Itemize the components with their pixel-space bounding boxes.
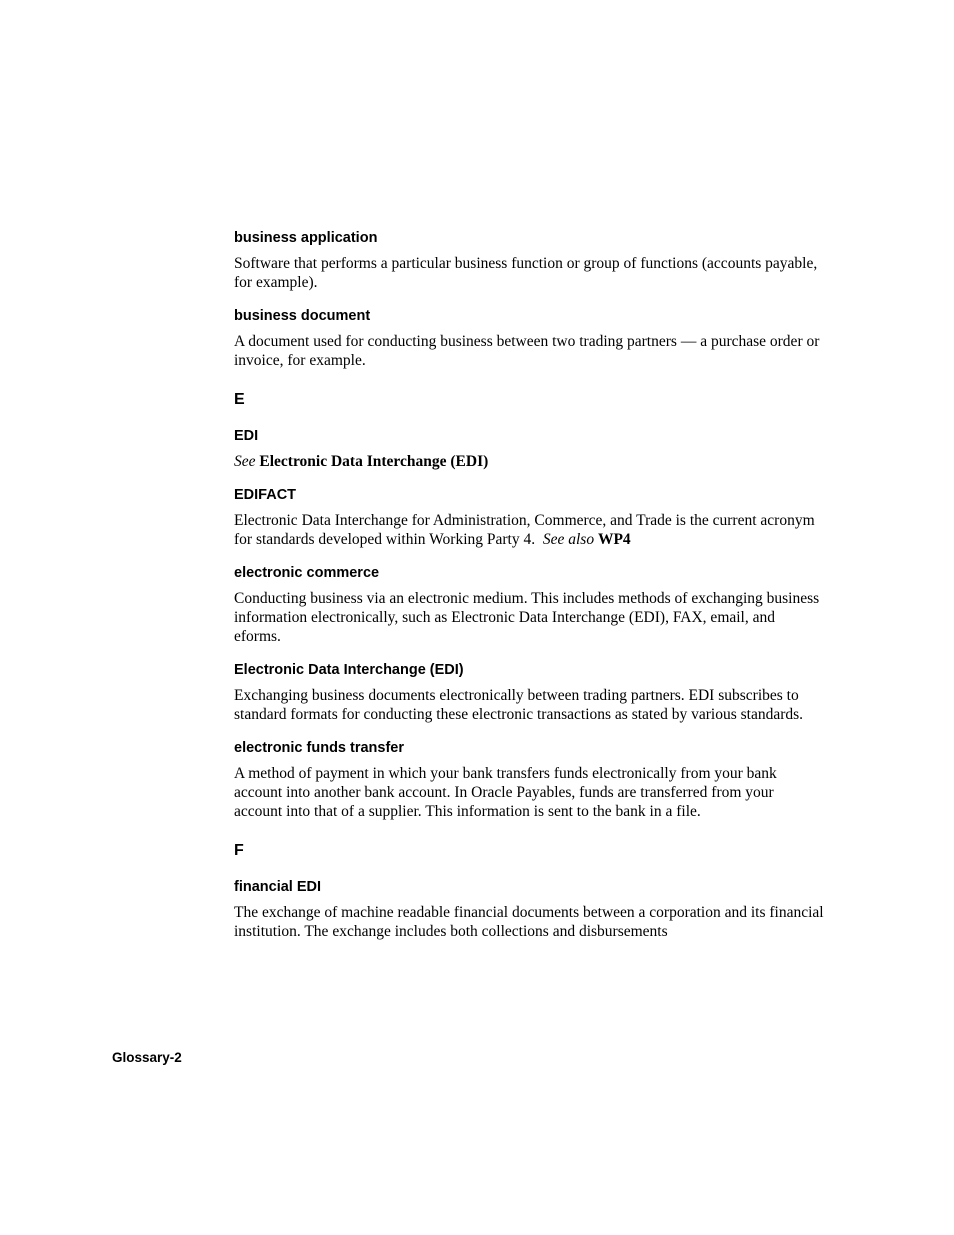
see-reference-link[interactable]: Electronic Data Interchange (EDI) — [259, 453, 489, 470]
definition-edifact — [234, 511, 824, 549]
term-electronic-data-interchange: Electronic Data Interchange (EDI) — [234, 662, 464, 678]
term-electronic-commerce: electronic commerce — [234, 565, 380, 581]
definition-business-application: Software that performs a particular business function or group of functions (accounts payable, for example). — [234, 255, 818, 291]
definition-electronic-funds-transfer: A method of payment in which your bank transfers funds electronically from your bank account into another bank account. In Oracle Payables, funds are transferred from your account into that of a supplier. This information is sent to the bank in a file. — [234, 765, 777, 820]
term-financial-edi: financial EDI — [234, 879, 322, 895]
definition-financial-edi: The exchange of machine readable financial documents between a corporation and its financial institution. The exchange includes both collections and disbursements — [234, 904, 824, 940]
definition-business-document: A document used for conducting business between two trading partners — a purchase order or invoice, for example. — [234, 333, 820, 369]
see-also-reference-link[interactable]: WP4 — [597, 531, 631, 548]
definition-edi — [234, 452, 824, 471]
definition-edifact-text: Electronic Data Interchange for Administration, Commerce, and Trade is the current acronym for standards developed within Working Party 4. — [234, 512, 815, 548]
see-label: See — [234, 453, 256, 470]
definition-electronic-data-interchange: Exchanging business documents electronically between trading partners. EDI subscribes to standard formats for conducting these electronic transactions as stated by various standards. — [234, 687, 804, 723]
term-edifact: EDIFACT — [234, 487, 297, 503]
term-business-document: business document — [234, 308, 371, 324]
see-also-label: See also — [542, 531, 595, 548]
term-electronic-funds-transfer: electronic funds transfer — [234, 740, 405, 756]
section-heading-f: F — [234, 842, 244, 859]
section-heading-e: E — [234, 391, 245, 408]
term-edi: EDI — [234, 428, 259, 444]
page-number-footer: Glossary-2 — [112, 1050, 182, 1065]
glossary-content — [234, 229, 824, 956]
term-business-application: business application — [234, 230, 378, 246]
definition-electronic-commerce: Conducting business via an electronic medium. This includes methods of exchanging business information electronically, such as Electronic Data Interchange (EDI), FAX, email, and eforms. — [234, 590, 820, 645]
